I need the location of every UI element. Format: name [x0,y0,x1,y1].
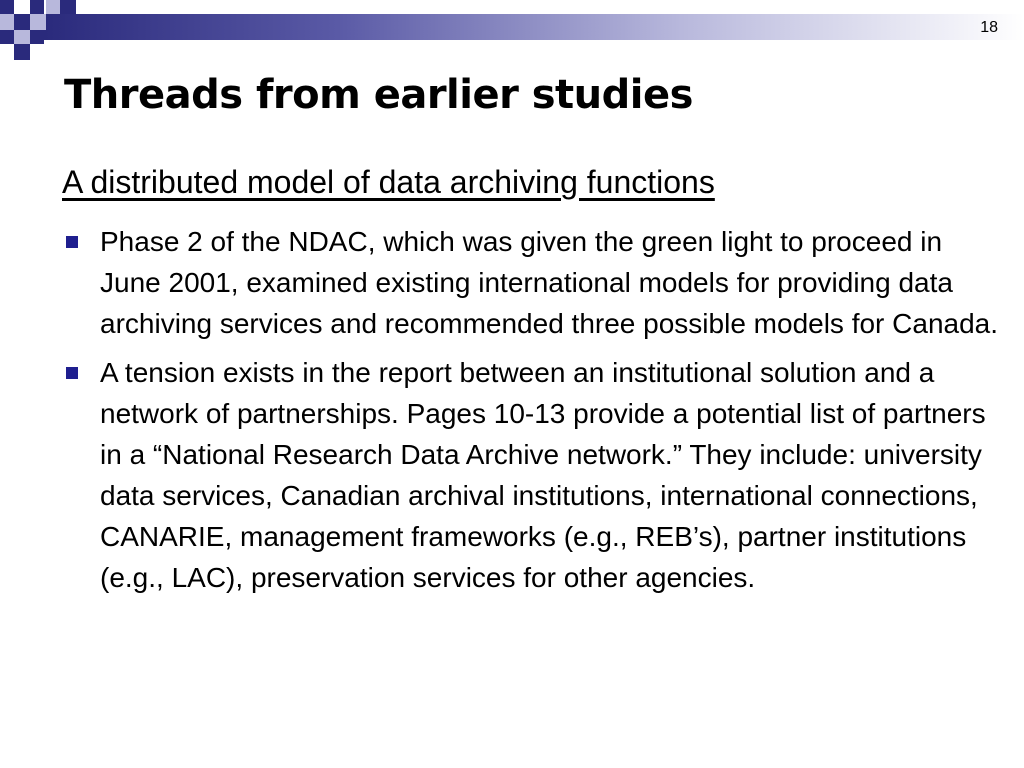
bullet-text: Phase 2 of the NDAC, which was given the green light to proceed in June 2001, examined existing international models for providing data archiving services and recommended three possible models for Canada. [100,226,999,339]
slide-subtitle: A distributed model of data archiving functions [62,164,715,200]
bullet-item [62,352,1002,598]
bullet-text: A tension exists in the report between an institutional solution and a network of partnerships. Pages 10-13 provide a potential list of partners in a “National Research Data Archive network.” They include: university data services, Canadian archival institutions, international connections, CANARIE, management frameworks (e.g., REB’s), partner institutions (e.g., LAC), preservation services for other agencies. [100,357,986,593]
square-bullet-icon [66,367,78,379]
bullet-list [62,221,1002,606]
square-bullet-icon [66,236,78,248]
slide-number: 18 [980,19,998,36]
bullet-item [62,221,1002,344]
header-gradient-bar [44,14,1024,40]
slide-title: Threads from earlier studies [64,72,693,118]
